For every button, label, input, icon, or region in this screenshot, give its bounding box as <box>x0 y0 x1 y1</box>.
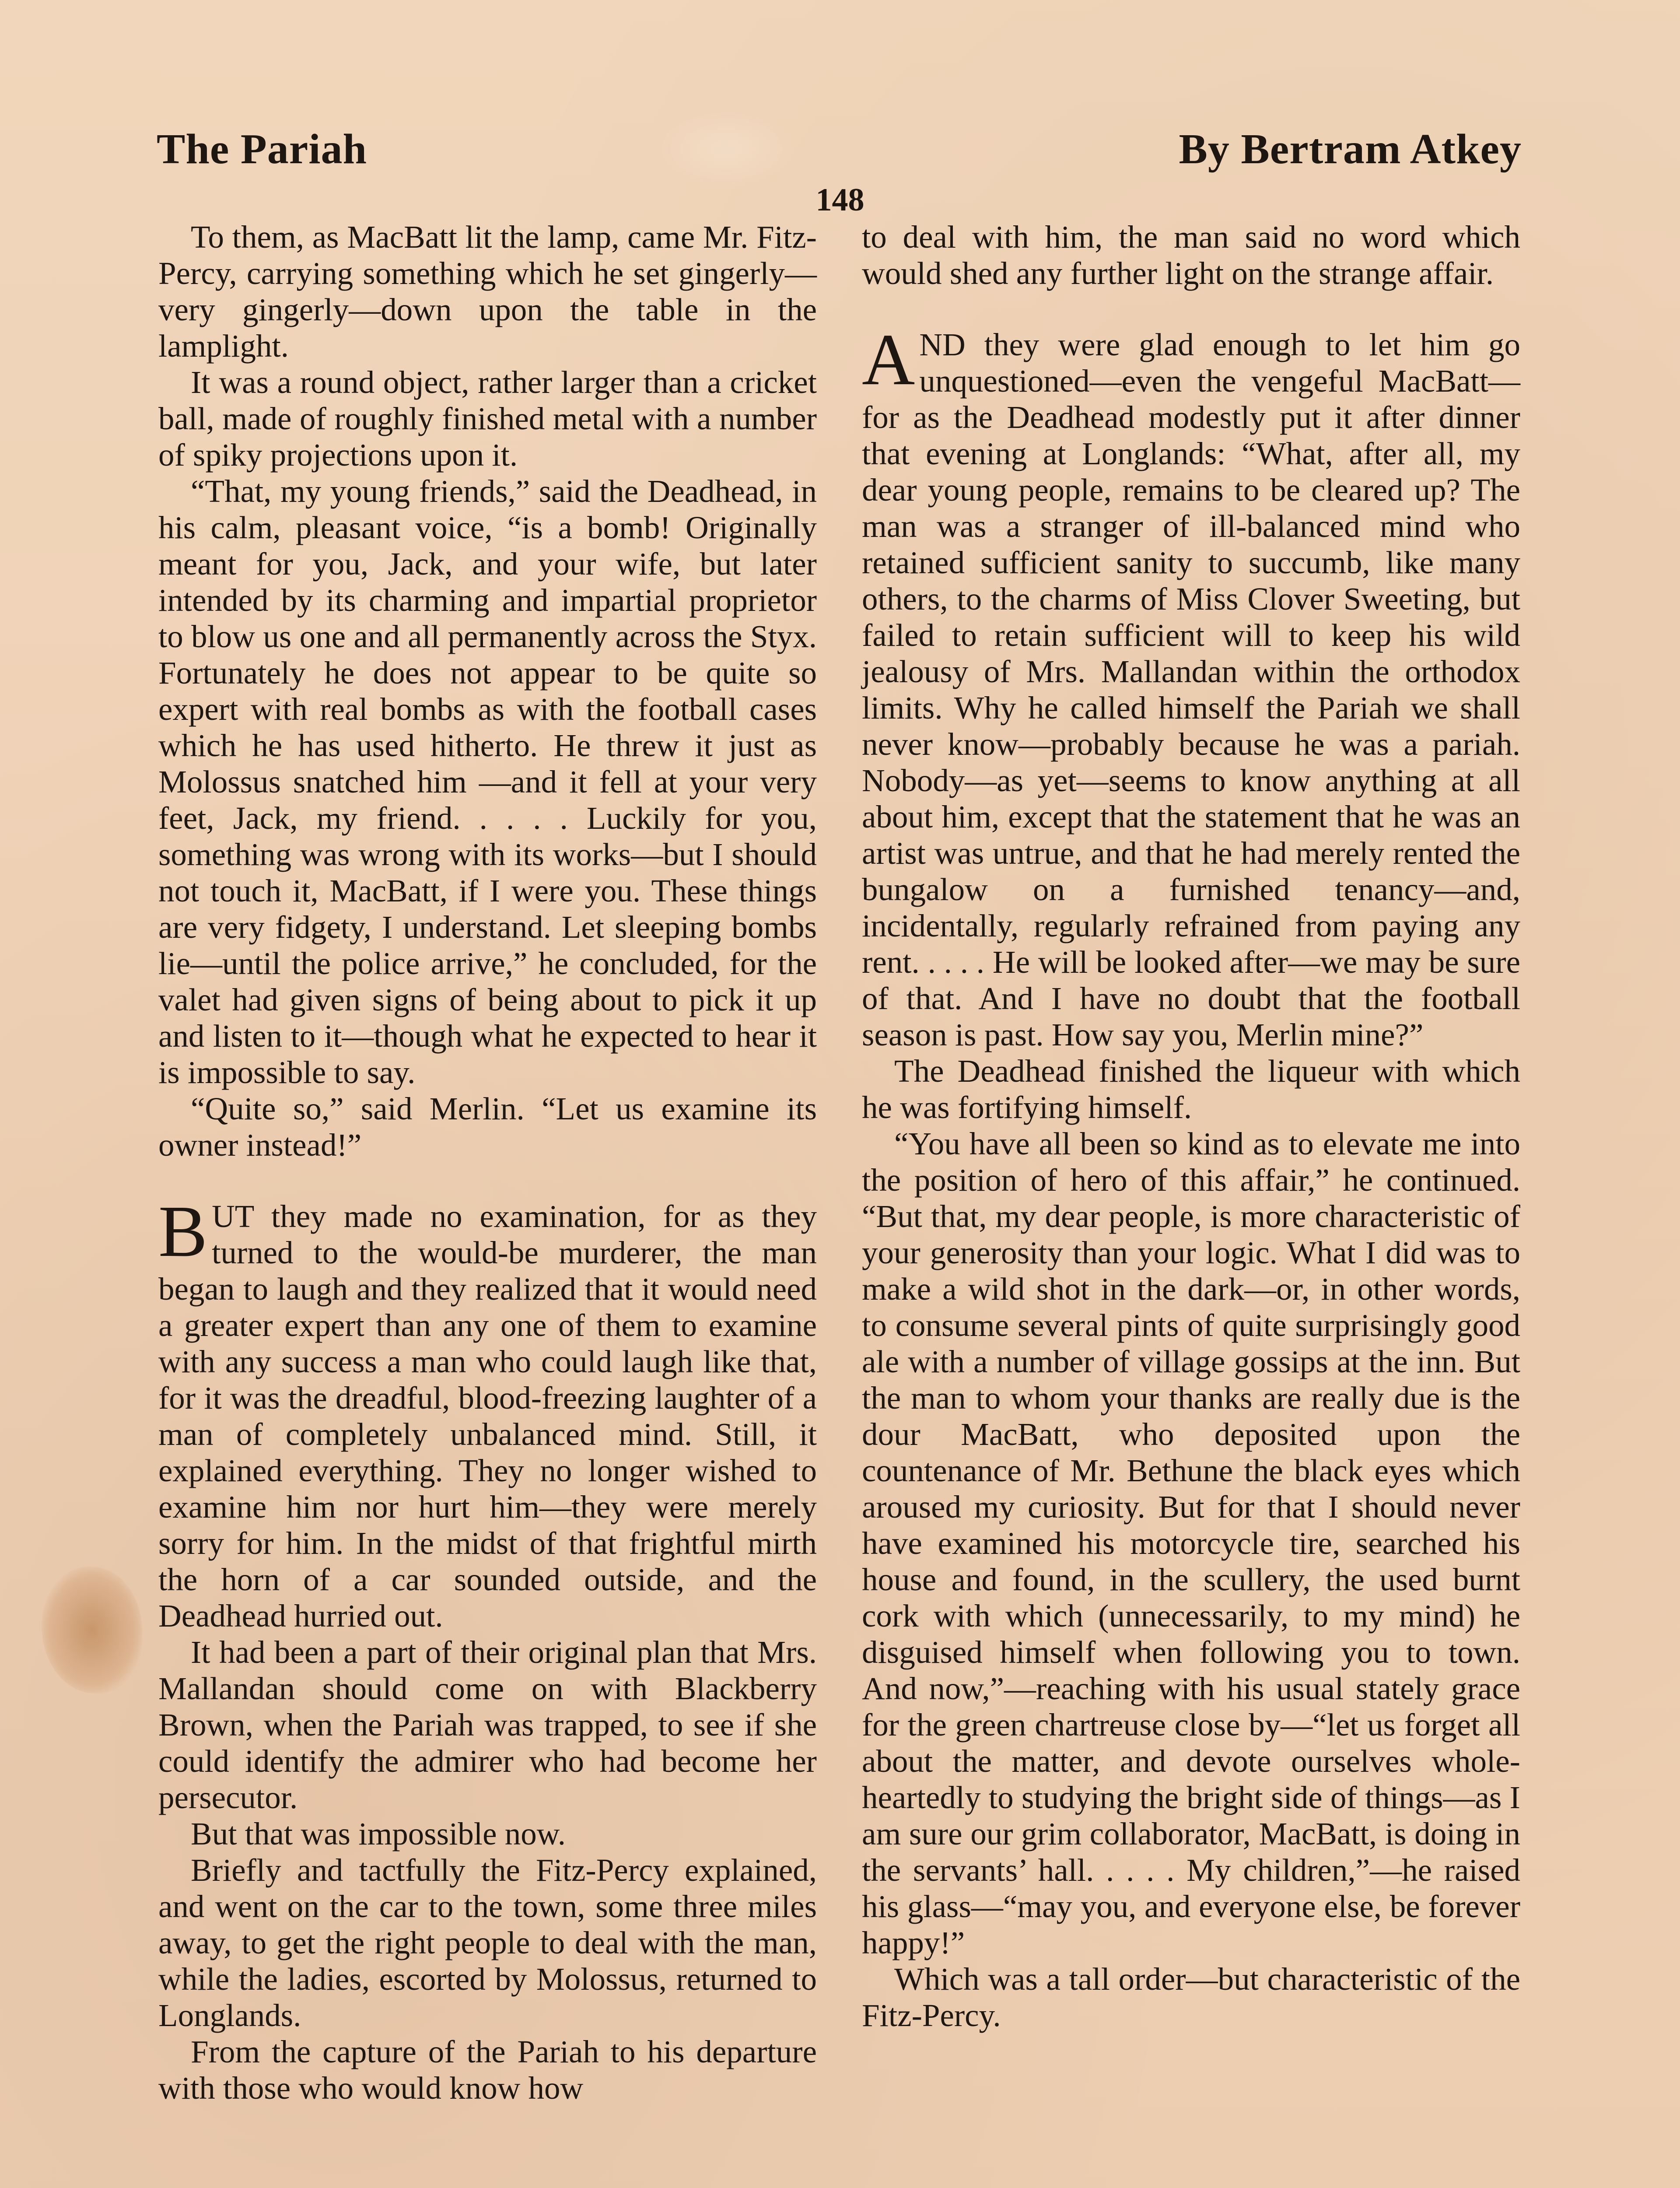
paragraph: The Deadhead finished the liqueur with which he was fortifying himself. <box>862 1053 1520 1125</box>
drop-cap-initial: A <box>862 319 915 400</box>
dropcap-paragraph <box>158 1191 817 1634</box>
paragraph: Which was a tall order—but characteristic of the Fitz-Percy. <box>862 1961 1520 2033</box>
paragraph: But that was impossible now. <box>191 1816 566 1851</box>
section-break <box>862 291 1520 326</box>
paragraph: To them, as MacBatt lit the lamp, came Mr. Fitz-Percy, carrying something which he set gingerly—very gingerly—down upon the table in the lamplight. <box>158 219 817 364</box>
paragraph: Briefly and tactfully the Fitz-Percy explained, and went on the car to the town, some three miles away, to get the right people to deal with the man, while the ladies, escorted by Molossus, returned to Longlands. <box>158 1852 817 2033</box>
paragraph: From the capture of the Pariah to his departure with those who would know how <box>158 2034 817 2106</box>
paper-smudge <box>656 109 796 188</box>
story-title: The Pariah <box>157 126 367 173</box>
dropcap-paragraph <box>862 319 1520 1053</box>
author-byline: By Bertram Atkey <box>1179 126 1522 173</box>
page-number: 148 <box>816 182 864 218</box>
drop-cap-initial: B <box>158 1191 208 1272</box>
paragraph: “You have all been so kind as to elevate me into the position of hero of this affair,” he continued. “But that, my dear people, is more characteristic of your generosity than your logic. What I did was to make a wild shot in the dark—or, in other words, to consume several pints of quite surprisingly good ale with a number of village gossips at the inn. But the man to whom your thanks are really due is the dour MacBatt, who deposited upon the countenance of Mr. Bethune the black eyes which aroused my curiosity. But for that I should never have examined his motorcycle tire, searched his house and found, in the scullery, the used burnt cork with which (unnecessarily, to my mind) he disguised himself when following you to town. And now,”—reaching with his usual stately grace for the green chartreuse close by—“let us forget all about the matter, and devote ourselves whole-heartedly to studying the bright side of things—as I am sure our grim collaborator, MacBatt, is doing in the servants’ hall. . . . . My children,”—he raised his glass—“may you, and everyone else, be forever happy!” <box>862 1126 1520 1960</box>
paragraph-text: UT they made no examination, for as they turned to the would-be murderer, the man began to laugh and they realized that it would need a greater expert than any one of them to examine with any success a man who could laugh like that, for it was the dreadful, blood-freezing laughter of a man of completely unbalanced mind. Still, it explained everything. They no longer wished to examine him nor hurt him—they were merely sorry for him. In the midst of that frightful mirth the horn of a car sounded outside, and the Deadhead hurried out. <box>158 1199 817 1634</box>
paragraph: It was a round object, rather larger than a cricket ball, made of roughly finished metal with a number of spiky projections upon it. <box>158 365 817 473</box>
left-column <box>158 219 817 2106</box>
paragraph: It had been a part of their original plan that Mrs. Mallandan should come on with Blackberry Brown, when the Pariah was trapped, to see if she could identify the admirer who had become her persecutor. <box>158 1634 817 1815</box>
paragraph: “Quite so,” said Merlin. “Let us examine its owner instead!” <box>158 1091 817 1163</box>
water-stain <box>42 1567 142 1694</box>
paragraph-continued: to deal with him, the man said no word which would shed any further light on the strange affair. <box>862 219 1520 291</box>
paragraph: “That, my young friends,” said the Deadhead, in his calm, pleasant voice, “is a bomb! Originally meant for you, Jack, and your wife, but later intended by its charming and impartial proprietor to blow us one and all permanently across the Styx. Fortunately he does not appear to be quite so expert with real bombs as with the football cases which he has used hitherto. He threw it just as Molossus snatched him —and it fell at your very feet, Jack, my friend. . . . . Luckily for you, something was wrong with its works—but I should not touch it, MacBatt, if I were you. These things are very fidgety, I understand. Let sleeping bombs lie—until the police arrive,” he concluded, for the valet had given signs of being about to pick it up and listen to it—though what he expected to hear it is impossible to say. <box>158 473 817 1090</box>
section-break <box>158 1163 817 1198</box>
paragraph-text: ND they were glad enough to let him go unquestioned—even the vengeful MacBatt—for as the Deadhead modestly put it after dinner that evening at Longlands: “What, after all, my dear young people, remains to be cleared up? The man was a stranger of ill-balanced mind who retained sufficient sanity to succumb, like many others, to the charms of Miss Clover Sweeting, but failed to retain sufficient will to keep his wild jealousy of Mrs. Mallandan within the orthodox limits. Why he called himself the Pariah we shall never know—probably because he was a pariah. Nobody—as yet—seems to know anything at all about him, except that the statement that he was an artist was untrue, and that he had merely rented the bungalow on a furnished tenancy—and, incidentally, regularly refrained from paying any rent. . . . . He will be looked after—we may be sure of that. And I have no doubt that the football season is past. How say you, Merlin mine?” <box>862 327 1520 1052</box>
right-column <box>862 219 1520 2034</box>
